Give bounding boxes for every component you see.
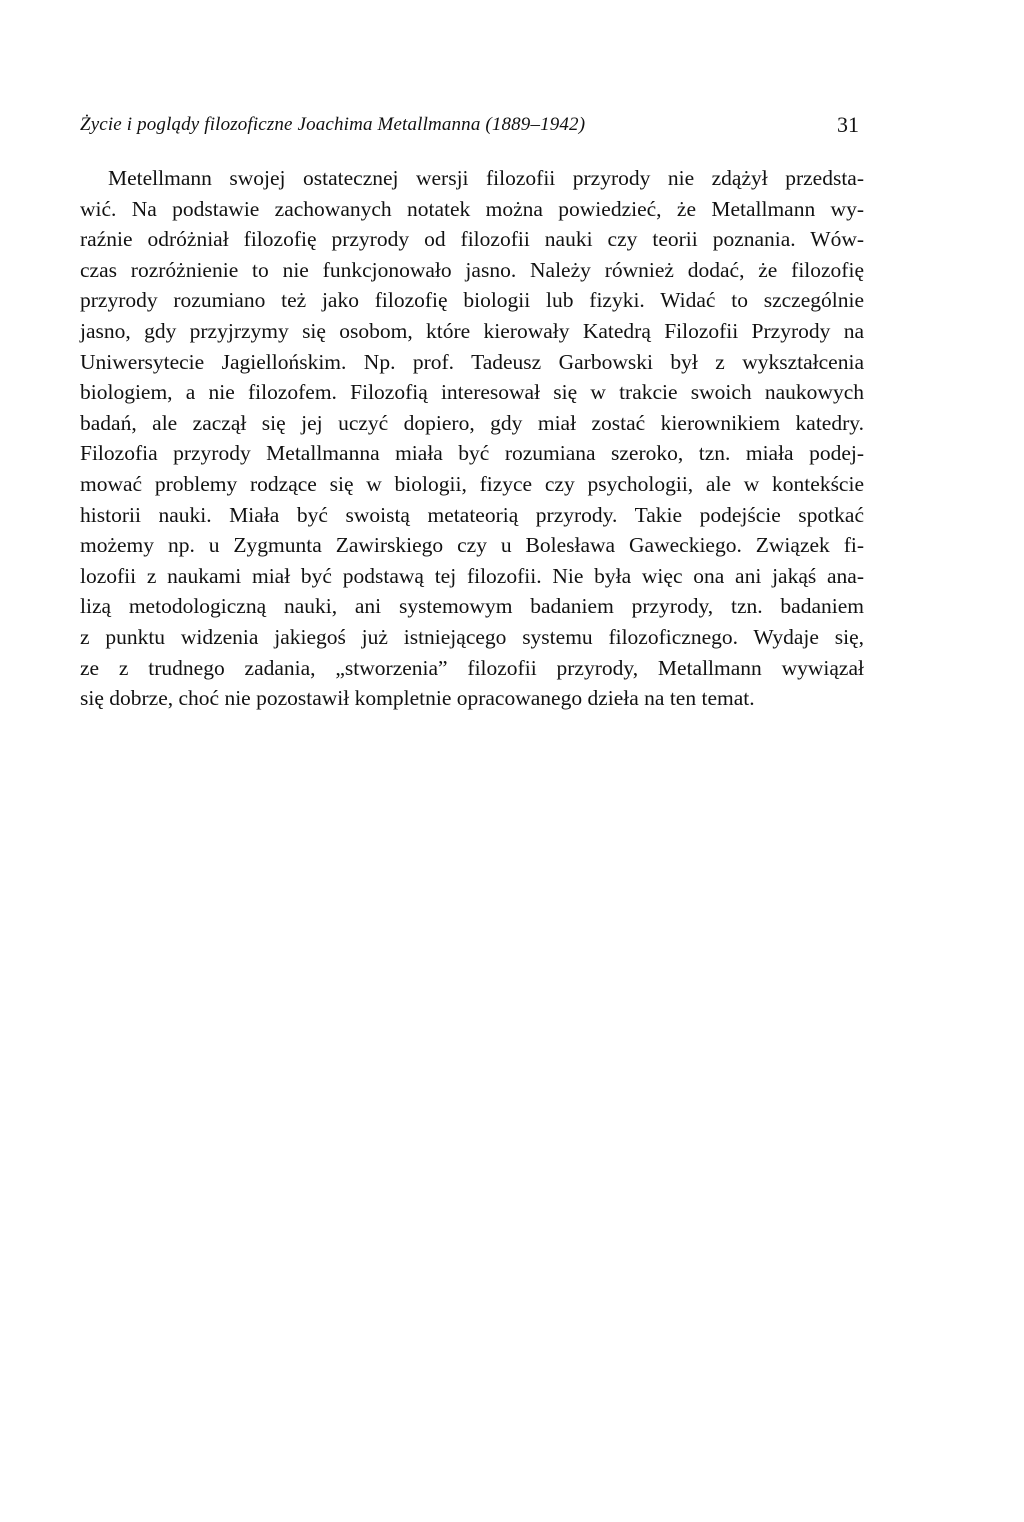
running-head: [80, 112, 870, 148]
body-paragraph: [80, 163, 864, 714]
text-line: się dobrze, choć nie pozostawił kompletnie opracowanego dzieła na ten temat.: [80, 686, 755, 711]
text-line: mować problemy rodzące się w biologii, fizyce czy psychologii, ale w kontekście: [80, 471, 864, 496]
text-line: badań, ale zaczął się jej uczyć dopiero, gdy miał zostać kierownikiem katedry.: [80, 410, 864, 435]
text-line: z punktu widzenia jakiegoś już istniejącego systemu filozoficznego. Wydaje się,: [80, 624, 864, 649]
page-number: 31: [837, 112, 859, 137]
text-line: biologiem, a nie filozofem. Filozofią interesował się w trakcie swoich naukowych: [80, 380, 864, 405]
text-line: możemy np. u Zygmunta Zawirskiego czy u Bolesława Gaweckiego. Związek fi-: [80, 533, 864, 558]
text-line: lizą metodologiczną nauki, ani systemowym badaniem przyrody, tzn. badaniem: [80, 594, 864, 619]
text-line: czas rozróżnienie to nie funkcjonowało jasno. Należy również dodać, że filozofię: [80, 257, 864, 282]
text-line: jasno, gdy przyjrzymy się osobom, które kierowały Katedrą Filozofii Przyrody na: [80, 318, 864, 343]
text-line: wić. Na podstawie zachowanych notatek można powiedzieć, że Metallmann wy-: [80, 196, 864, 221]
text-line: Uniwersytecie Jagiellońskim. Np. prof. Tadeusz Garbowski był z wykształcenia: [80, 349, 864, 374]
text-line: Metellmann swojej ostatecznej wersji filozofii przyrody nie zdążył przedsta-: [108, 166, 864, 190]
running-title: Życie i poglądy filozoficzne Joachima Metallmanna (1889–1942): [80, 114, 586, 135]
text-line: Filozofia przyrody Metallmanna miała być rozumiana szeroko, tzn. miała podej-: [80, 441, 864, 466]
text-line: lozofii z naukami miał być podstawą tej filozofii. Nie była więc ona ani jakąś ana-: [80, 563, 864, 588]
text-line: raźnie odróżniał filozofię przyrody od filozofii nauki czy teorii poznania. Wów-: [80, 227, 864, 252]
text-line: historii nauki. Miała być swoistą metateorią przyrody. Takie podejście spotkać: [80, 502, 864, 527]
text-line: przyrody rozumiano też jako filozofię biologii lub fizyki. Widać to szczególnie: [80, 288, 864, 313]
text-line: ze z trudnego zadania, „stworzenia” filozofii przyrody, Metallmann wywiązał: [80, 655, 864, 680]
